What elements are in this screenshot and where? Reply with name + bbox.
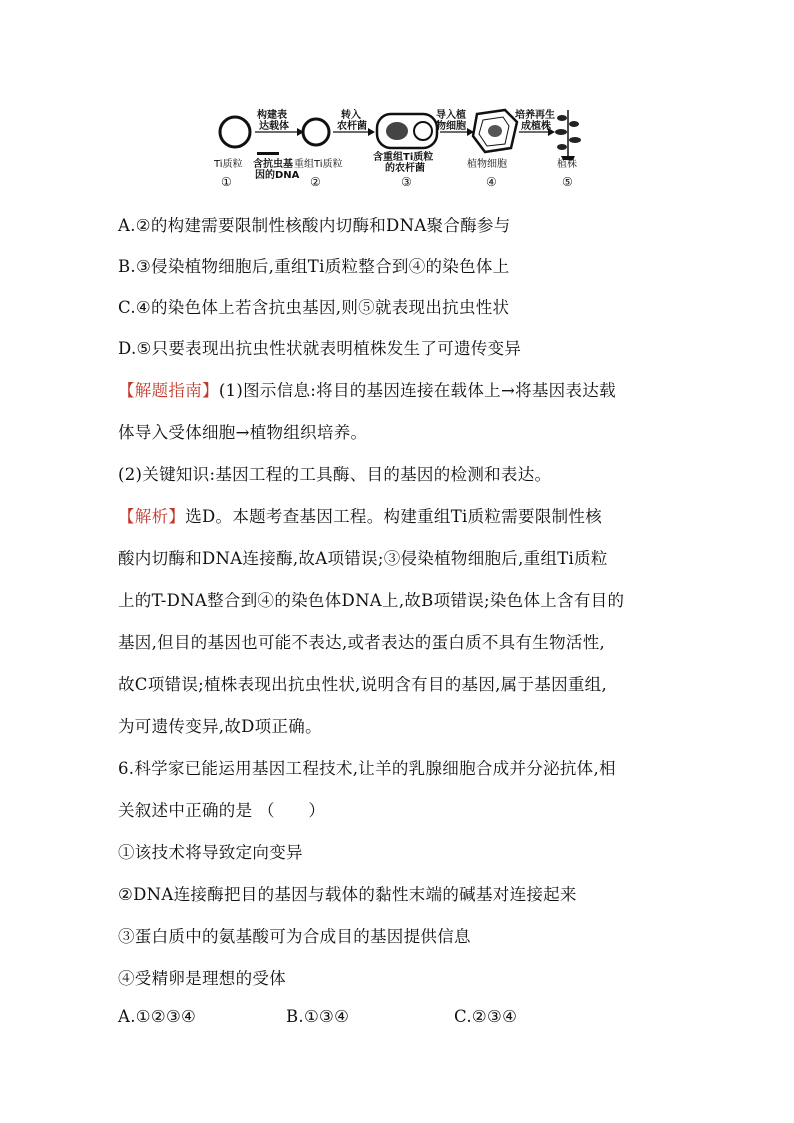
arrow4-line2: 成植株 xyxy=(521,121,551,132)
guide-line-2: 体导入受体细胞→植物组织培养。 xyxy=(118,423,368,442)
num-3: ③ xyxy=(401,175,412,189)
analysis-line-2: 酸内切酶和DNA连接酶,故A项错误;③侵染植物细胞后,重组Ti质粒 xyxy=(118,549,608,568)
recombinant-plasmid-circle xyxy=(303,119,329,145)
question-6-options xyxy=(118,1007,517,1026)
arrow1-line1: 构建表 xyxy=(257,110,287,121)
arrow4-line1: 培养再生 xyxy=(515,110,555,121)
q6-option-c: C.②③④ xyxy=(454,1007,518,1026)
question-6-line-1: 6.科学家已能运用基因工程技术,让羊的乳腺细胞合成并分泌抗体,相 xyxy=(118,759,616,778)
question-6-line-2: 关叙述中正确的是 （ ） xyxy=(118,801,326,820)
analysis-line-4: 基因,但目的基因也可能不表达,或者表达的蛋白质不具有生物活性, xyxy=(118,633,606,652)
num-1: ① xyxy=(221,175,232,189)
label-plant-cell: 植物细胞 xyxy=(467,159,507,170)
arrow3-line2: 物细胞 xyxy=(436,121,466,132)
arrow2-line1: 转入 xyxy=(341,110,361,121)
label-agro-line2: 的农杆菌 xyxy=(385,163,425,174)
gene-fragment xyxy=(257,152,279,155)
guide-tag: 【解题指南】 xyxy=(118,381,219,400)
statement-4: ④受精卵是理想的受体 xyxy=(118,969,286,988)
analysis-tag: 【解析】 xyxy=(118,507,186,526)
label-plant: 植株 xyxy=(557,159,577,170)
arrow3-line1: 导入植 xyxy=(436,110,466,121)
analysis-line-3: 上的T-DNA整合到④的染色体DNA上,故B项错误;染色体上含有目的 xyxy=(118,591,625,610)
arrow1-line2: 达载体 xyxy=(259,121,289,132)
statement-3: ③蛋白质中的氨基酸可为合成目的基因提供信息 xyxy=(118,927,471,946)
analysis-line-5: 故C项错误;植株表现出抗虫性状,说明含有目的基因,属于基因重组, xyxy=(118,675,608,694)
statement-2: ②DNA连接酶把目的基因与载体的黏性末端的碱基对连接起来 xyxy=(118,885,577,904)
ti-plasmid-circle xyxy=(220,117,250,147)
label-ti-plasmid: Ti质粒 xyxy=(214,159,243,170)
label-gene-line2: 因的DNA xyxy=(255,170,300,181)
num-2: ② xyxy=(310,175,321,189)
arrow2-line2: 农杆菌 xyxy=(337,121,367,132)
guide-line-3: (2)关键知识:基因工程的工具酶、目的基因的检测和表达。 xyxy=(118,465,552,484)
num-4: ④ xyxy=(486,175,497,189)
analysis-text-1: 选D。本题考查基因工程。构建重组Ti质粒需要限制性核 xyxy=(185,507,603,526)
guide-line-1 xyxy=(118,377,616,401)
analysis-line-6: 为可遗传变异,故D项正确。 xyxy=(118,717,322,736)
label-recombinant: 重组Ti质粒 xyxy=(294,159,343,170)
genetic-engineering-diagram xyxy=(205,100,590,192)
statement-1: ①该技术将导致定向变异 xyxy=(118,843,303,862)
label-gene-line1: 含抗虫基 xyxy=(253,159,293,170)
option-a: A.②的构建需要限制性核酸内切酶和DNA聚合酶参与 xyxy=(118,216,511,235)
option-b: B.③侵染植物细胞后,重组Ti质粒整合到④的染色体上 xyxy=(118,257,510,276)
q6-option-b: B.①③④ xyxy=(286,1007,350,1026)
num-5: ⑤ xyxy=(562,175,573,189)
plant-drawing xyxy=(555,110,581,160)
option-c: C.④的染色体上若含抗虫基因,则⑤就表现出抗虫性状 xyxy=(118,298,510,317)
q6-option-a: A.①②③④ xyxy=(118,1007,197,1026)
label-agro-line1: 含重组Ti质粒 xyxy=(373,152,434,163)
analysis-line-1 xyxy=(118,503,602,527)
guide-text-1: (1)图示信息:将目的基因连接在载体上→将基因表达载 xyxy=(218,381,616,400)
option-d: D.⑤只要表现出抗虫性状就表明植株发生了可遗传变异 xyxy=(118,339,522,358)
